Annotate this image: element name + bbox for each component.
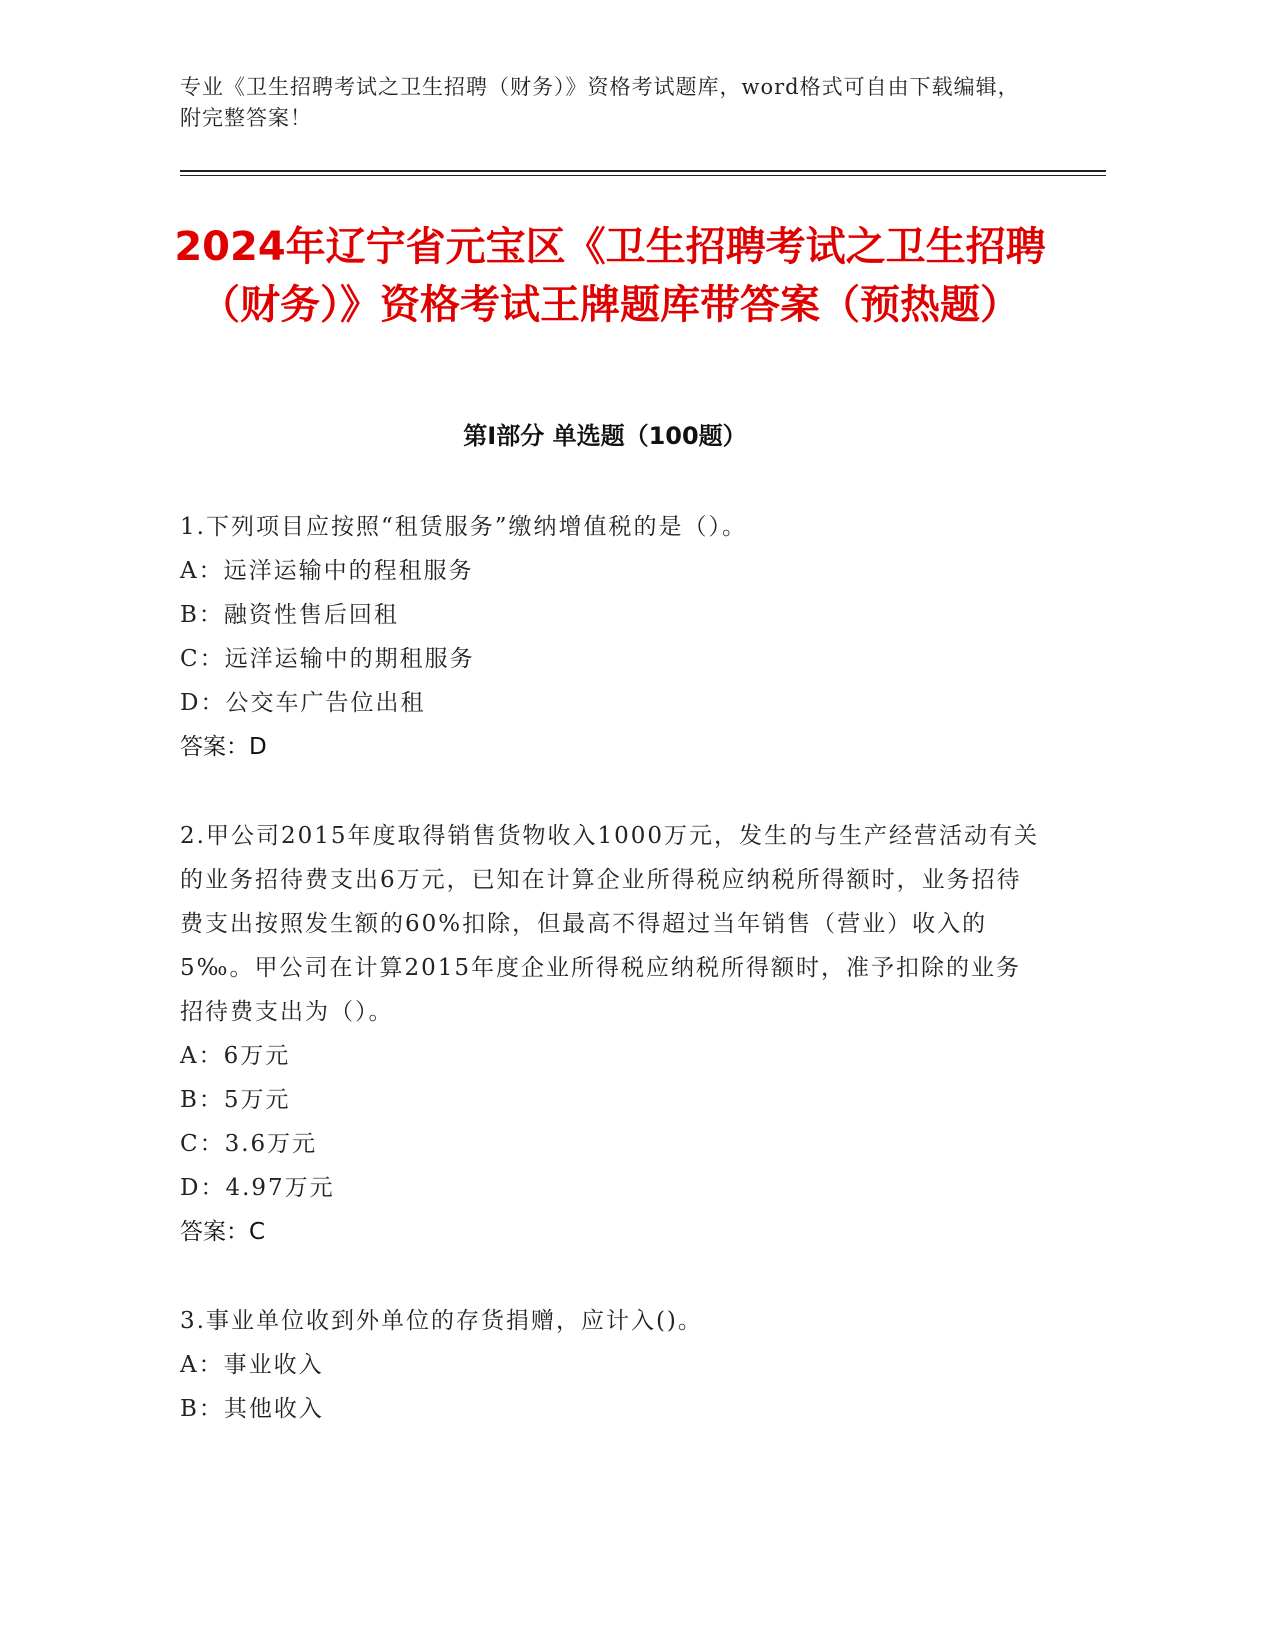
question-stem: 1.下列项目应按照“租赁服务”缴纳增值税的是（）。 xyxy=(180,514,747,540)
option-a: A：事业收入 xyxy=(180,1352,324,1378)
option-d: D：4.97万元 xyxy=(180,1175,335,1201)
header-divider-thick xyxy=(180,170,1106,172)
question-stem: 3.事业单位收到外单位的存货捐赠，应计入()。 xyxy=(180,1308,703,1334)
question-list xyxy=(180,505,1040,1476)
option-a: A：远洋运输中的程租服务 xyxy=(180,558,474,584)
header-note: 专业《卫生招聘考试之卫生招聘（财务）》资格考试题库，word格式可自由下载编辑，附完整答案！ xyxy=(180,75,1020,130)
answer: 答案：D xyxy=(180,734,267,760)
option-b: B：其他收入 xyxy=(180,1396,324,1422)
option-d: D：公交车广告位出租 xyxy=(180,690,426,716)
question-stem: 2.甲公司2015年度取得销售货物收入1000万元，发生的与生产经营活动有关的业务招待费支出6万元，已知在计算企业所得税应纳税所得额时，业务招待费支出按照发生额的60%扣除，但最高不得超过当年销售（营业）收入的5‰。甲公司在计算2015年度企业所得税应纳税所得额时，准予扣除的业务招待费支出为（）。 xyxy=(180,823,1040,1025)
option-b: B：5万元 xyxy=(180,1087,291,1113)
question-1 xyxy=(180,505,1040,769)
document-title: 2024年辽宁省元宝区《卫生招聘考试之卫生招聘（财务）》资格考试王牌题库带答案（预热题） xyxy=(174,224,1046,328)
question-3 xyxy=(180,1299,1040,1431)
option-c: C：3.6万元 xyxy=(180,1131,318,1157)
header-divider-thin xyxy=(180,175,1106,176)
option-b: B：融资性售后回租 xyxy=(180,602,399,628)
question-2 xyxy=(180,814,1040,1254)
section-heading: 第I部分 单选题（100题） xyxy=(463,422,747,450)
option-a: A：6万元 xyxy=(180,1043,291,1069)
option-c: C：远洋运输中的期租服务 xyxy=(180,646,475,672)
answer: 答案：C xyxy=(180,1219,266,1245)
